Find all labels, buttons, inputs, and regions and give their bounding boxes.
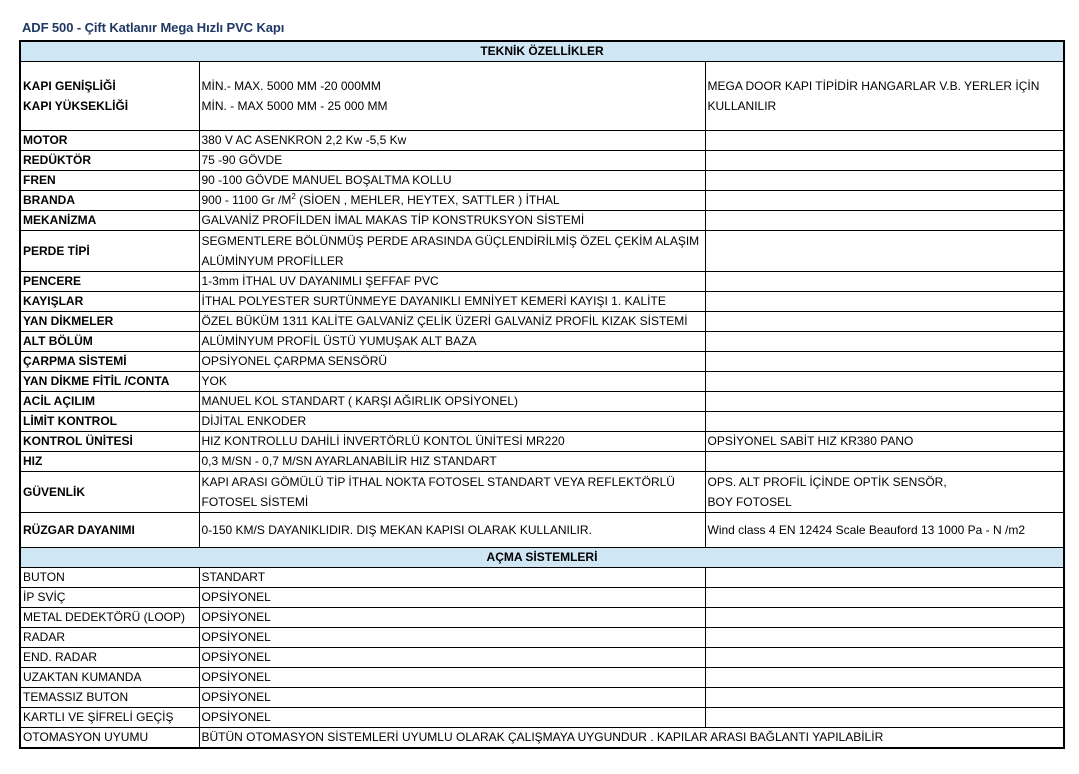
- guvenlik-label: GÜVENLİK: [20, 472, 199, 513]
- guvenlik-value-cell: [199, 472, 705, 513]
- spec-value: ÖZEL BÜKÜM 1311 KALİTE GALVANİZ ÇELİK ÜZERİ GALVANİZ PROFİL KIZAK SİSTEMİ: [199, 312, 705, 332]
- perde-value-line1: SEGMENTLERE BÖLÜNMÜŞ PERDE ARASINDA GÜÇLENDİRİLMİŞ ÖZEL ÇEKİM ALAŞIM: [201, 234, 700, 248]
- table-row: [20, 352, 1064, 372]
- table-row-ruzgar: [20, 513, 1064, 548]
- spec-note: [705, 452, 1064, 472]
- opening-value: OPSİYONEL: [199, 608, 705, 628]
- table-row: [20, 588, 1064, 608]
- spec-note: [705, 352, 1064, 372]
- table-row: [20, 688, 1064, 708]
- document-title: ADF 500 - Çift Katlanır Mega Hızlı PVC Kapı: [22, 20, 285, 35]
- spec-table: [19, 40, 1065, 749]
- section-header-row: [20, 41, 1064, 62]
- branda-value-pre: 900 - 1100 Gr /M: [201, 193, 292, 207]
- opening-note: [705, 608, 1064, 628]
- dimensions-note-line1: MEGA DOOR KAPI TİPİDİR HANGARLAR V.B. YERLER İÇİN: [707, 79, 1040, 93]
- perde-label: PERDE TİPİ: [20, 231, 199, 272]
- table-row: [20, 332, 1064, 352]
- spec-label: MOTOR: [20, 131, 199, 151]
- table-row: [20, 708, 1064, 728]
- automation-value: BÜTÜN OTOMASYON SİSTEMLERİ UYUMLU OLARAK ÇALIŞMAYA UYGUNDUR . KAPILAR ARASI BAĞLANTI YAPILABİLİR: [199, 728, 1064, 749]
- table-row: [20, 648, 1064, 668]
- spec-value: 90 -100 GÖVDE MANUEL BOŞALTMA KOLLU: [199, 171, 705, 191]
- spec-note: [705, 312, 1064, 332]
- opening-note: [705, 708, 1064, 728]
- spec-label: YAN DİKME FİTİL /CONTA: [20, 372, 199, 392]
- spec-note: [705, 412, 1064, 432]
- table-row-guvenlik: [20, 472, 1064, 513]
- table-row: [20, 452, 1064, 472]
- table-row-mekanizma: [20, 211, 1064, 231]
- width-label: KAPI GENİŞLİĞİ: [23, 79, 116, 93]
- spec-value: 0,3 M/SN - 0,7 M/SN AYARLANABİLİR HIZ STANDART: [199, 452, 705, 472]
- mekanizma-value: GALVANİZ PROFİLDEN İMAL MAKAS TİP KONSTRUKSYON SİSTEMİ: [199, 211, 705, 231]
- branda-value-sup: 2: [291, 192, 296, 201]
- spec-label: REDÜKTÖR: [20, 151, 199, 171]
- table-row: [20, 171, 1064, 191]
- spec-note: [705, 171, 1064, 191]
- spec-label: FREN: [20, 171, 199, 191]
- table-row: [20, 372, 1064, 392]
- spec-note: [705, 151, 1064, 171]
- table-row-automation: [20, 728, 1064, 749]
- dimensions-label-cell: [20, 62, 199, 131]
- spec-label: KAYIŞLAR: [20, 292, 199, 312]
- table-row: [20, 272, 1064, 292]
- guvenlik-note-line2: BOY FOTOSEL: [707, 495, 792, 509]
- opening-note: [705, 668, 1064, 688]
- branda-value-post: (SİOEN , MEHLER, HEYTEX, SATTLER ) İTHAL: [295, 193, 560, 207]
- spec-note: [705, 131, 1064, 151]
- table-row: [20, 392, 1064, 412]
- spec-label: ACİL AÇILIM: [20, 392, 199, 412]
- table-row: [20, 628, 1064, 648]
- table-row-branda: [20, 191, 1064, 211]
- opening-label: METAL DEDEKTÖRÜ (LOOP): [20, 608, 199, 628]
- ruzgar-value: 0-150 KM/S DAYANIKLIDIR. DIŞ MEKAN KAPISI OLARAK KULLANILIR.: [199, 513, 705, 548]
- table-row: [20, 608, 1064, 628]
- spec-value: 75 -90 GÖVDE: [199, 151, 705, 171]
- spec-label: LİMİT KONTROL: [20, 412, 199, 432]
- mekanizma-label: MEKANİZMA: [20, 211, 199, 231]
- table-row: [20, 412, 1064, 432]
- opening-label: İP SVİÇ: [20, 588, 199, 608]
- spec-value: YOK: [199, 372, 705, 392]
- table-row: [20, 312, 1064, 332]
- dimensions-note-cell: [705, 62, 1064, 131]
- ruzgar-label: RÜZGAR DAYANIMI: [20, 513, 199, 548]
- spec-label: HIZ: [20, 452, 199, 472]
- opening-note: [705, 588, 1064, 608]
- opening-note: [705, 688, 1064, 708]
- opening-value: OPSİYONEL: [199, 688, 705, 708]
- spec-value: 380 V AC ASENKRON 2,2 Kw -5,5 Kw: [199, 131, 705, 151]
- opening-value: OPSİYONEL: [199, 708, 705, 728]
- section-header-row: [20, 548, 1064, 568]
- height-value: MİN. - MAX 5000 MM - 25 000 MM: [201, 99, 388, 113]
- spec-value: HIZ KONTROLLU DAHİLİ İNVERTÖRLÜ KONTOL ÜNİTESİ MR220: [199, 432, 705, 452]
- spec-note: [705, 211, 1064, 231]
- spec-value: MANUEL KOL STANDART ( KARŞI AĞIRLIK OPSİYONEL): [199, 392, 705, 412]
- opening-value: OPSİYONEL: [199, 648, 705, 668]
- spec-note: [705, 272, 1064, 292]
- opening-label: RADAR: [20, 628, 199, 648]
- spec-note: [705, 392, 1064, 412]
- opening-label: KARTLI VE ŞİFRELİ GEÇİŞ: [20, 708, 199, 728]
- section-technical: TEKNİK ÖZELLİKLER: [20, 41, 1064, 62]
- guvenlik-value-line1: KAPI ARASI GÖMÜLÜ TİP İTHAL NOKTA FOTOSEL STANDART VEYA REFLEKTÖRLÜ: [201, 475, 675, 489]
- spec-note: [705, 191, 1064, 211]
- opening-label: BUTON: [20, 568, 199, 588]
- dimensions-value-cell: [199, 62, 705, 131]
- table-row: [20, 432, 1064, 452]
- dimensions-note-line2: KULLANILIR: [707, 99, 777, 113]
- opening-value: OPSİYONEL: [199, 628, 705, 648]
- opening-note: [705, 568, 1064, 588]
- table-row: [20, 131, 1064, 151]
- opening-note: [705, 628, 1064, 648]
- section-opening: AÇMA SİSTEMLERİ: [20, 548, 1064, 568]
- spec-label: YAN DİKMELER: [20, 312, 199, 332]
- spec-note: [705, 372, 1064, 392]
- guvenlik-note-cell: [705, 472, 1064, 513]
- spec-label: KONTROL ÜNİTESİ: [20, 432, 199, 452]
- table-row: [20, 668, 1064, 688]
- width-value: MİN.- MAX. 5000 MM -20 000MM: [201, 79, 381, 93]
- spec-value: ALÜMİNYUM PROFİL ÜSTÜ YUMUŞAK ALT BAZA: [199, 332, 705, 352]
- table-row: [20, 151, 1064, 171]
- spec-note: [705, 332, 1064, 352]
- spec-value: OPSİYONEL ÇARPMA SENSÖRÜ: [199, 352, 705, 372]
- spec-value: İTHAL POLYESTER SURTÜNMEYE DAYANIKLI EMNİYET KEMERİ KAYIŞI 1. KALİTE: [199, 292, 705, 312]
- spec-note: [705, 292, 1064, 312]
- table-row-dimensions: [20, 62, 1064, 131]
- perde-value-cell: [199, 231, 705, 272]
- ruzgar-note: Wind class 4 EN 12424 Scale Beauford 13 1000 Pa - N /m2: [705, 513, 1064, 548]
- opening-note: [705, 648, 1064, 668]
- opening-label: TEMASSIZ BUTON: [20, 688, 199, 708]
- perde-value-line2: ALÜMİNYUM PROFİLLER: [201, 254, 344, 268]
- spec-value: 1-3mm İTHAL UV DAYANIMLI ŞEFFAF PVC: [199, 272, 705, 292]
- guvenlik-note-line1: OPS. ALT PROFİL İÇİNDE OPTİK SENSÖR,: [707, 475, 947, 489]
- spec-label: PENCERE: [20, 272, 199, 292]
- spec-label: ALT BÖLÜM: [20, 332, 199, 352]
- opening-label: UZAKTAN KUMANDA: [20, 668, 199, 688]
- opening-value: OPSİYONEL: [199, 588, 705, 608]
- branda-label: BRANDA: [20, 191, 199, 211]
- height-label: KAPI YÜKSEKLİĞİ: [23, 99, 129, 113]
- spec-label: ÇARPMA SİSTEMİ: [20, 352, 199, 372]
- guvenlik-value-line2: FOTOSEL SİSTEMİ: [201, 495, 309, 509]
- table-row: [20, 292, 1064, 312]
- spec-note: OPSİYONEL SABİT HIZ KR380 PANO: [705, 432, 1064, 452]
- automation-label: OTOMASYON UYUMU: [20, 728, 199, 749]
- branda-value: [199, 191, 705, 211]
- spec-note: [705, 231, 1064, 272]
- opening-value: OPSİYONEL: [199, 668, 705, 688]
- opening-label: END. RADAR: [20, 648, 199, 668]
- opening-value: STANDART: [199, 568, 705, 588]
- spec-value: DİJİTAL ENKODER: [199, 412, 705, 432]
- table-row-perde: [20, 231, 1064, 272]
- table-row: [20, 568, 1064, 588]
